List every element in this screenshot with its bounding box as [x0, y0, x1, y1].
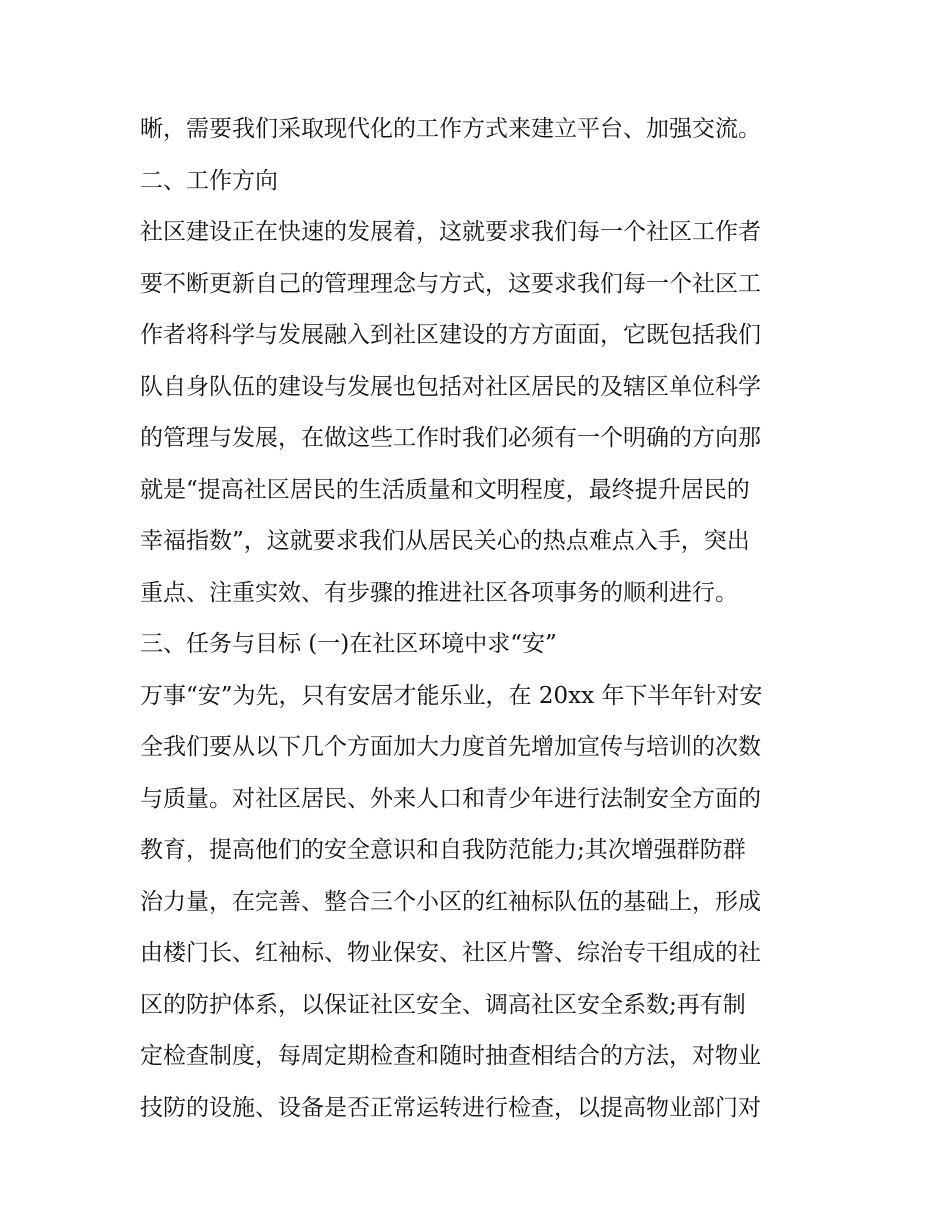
text-line-17: 由楼门长、红袖标、物业保安、社区片警、综治专干组成的社 — [140, 940, 761, 966]
text-line-20: 技防的设施、设备是否正常运转进行检查，以提高物业部门对 — [140, 1094, 761, 1121]
text-line-6: 队自身队伍的建设与发展也包括对社区居民的及辖区单位科学 — [140, 373, 761, 400]
section-heading-direction: 二、工作方向 — [140, 167, 278, 194]
document-body — [140, 104, 820, 1134]
text-line-14: 与质量。对社区居民、外来人口和青少年进行法制安全方面的 — [140, 785, 761, 812]
text-line-15: 教育，提高他们的安全意识和自我防范能力;其次增强群防群 — [140, 837, 746, 863]
text-line-8: 就是“提高社区居民的生活质量和文明程度，最终提升居民的 — [140, 476, 750, 503]
text-line-12: 万事“安”为先，只有安居才能乐业，在 20xx 年下半年针对安 — [140, 682, 763, 709]
text-line-7: 的管理与发展，在做这些工作时我们必须有一个明确的方向那 — [140, 425, 761, 451]
text-line-4: 要不断更新自己的管理理念与方式，这要求我们每一个社区工 — [140, 270, 761, 297]
text-line-16: 治力量，在完善、整合三个小区的红袖标队伍的基础上，形成 — [140, 888, 761, 915]
text-line-13: 全我们要从以下几个方面加大力度首先增加宣传与培训的次数 — [140, 734, 761, 760]
text-line-9: 幸福指数”，这就要求我们从居民关心的热点难点入手，突出 — [140, 528, 750, 554]
section-heading-tasks-goals: 三、任务与目标 (一)在社区环境中求“安” — [140, 631, 557, 657]
text-line-5: 作者将科学与发展融入到社区建设的方方面面，它既包括我们 — [140, 322, 761, 348]
text-line-3: 社区建设正在快速的发展着，这就要求我们每一个社区工作者 — [140, 219, 761, 245]
text-line-18: 区的防护体系，以保证社区安全、调高社区安全系数;再有制 — [140, 991, 746, 1018]
text-line-19: 定检查制度，每周定期检查和随时抽查相结合的方法，对物业 — [140, 1043, 761, 1069]
text-line-10: 重点、注重实效、有步骤的推进社区各项事务的顺利进行。 — [140, 579, 738, 606]
text-line-1: 晰，需要我们采取现代化的工作方式来建立平台、加强交流。 — [140, 116, 761, 142]
